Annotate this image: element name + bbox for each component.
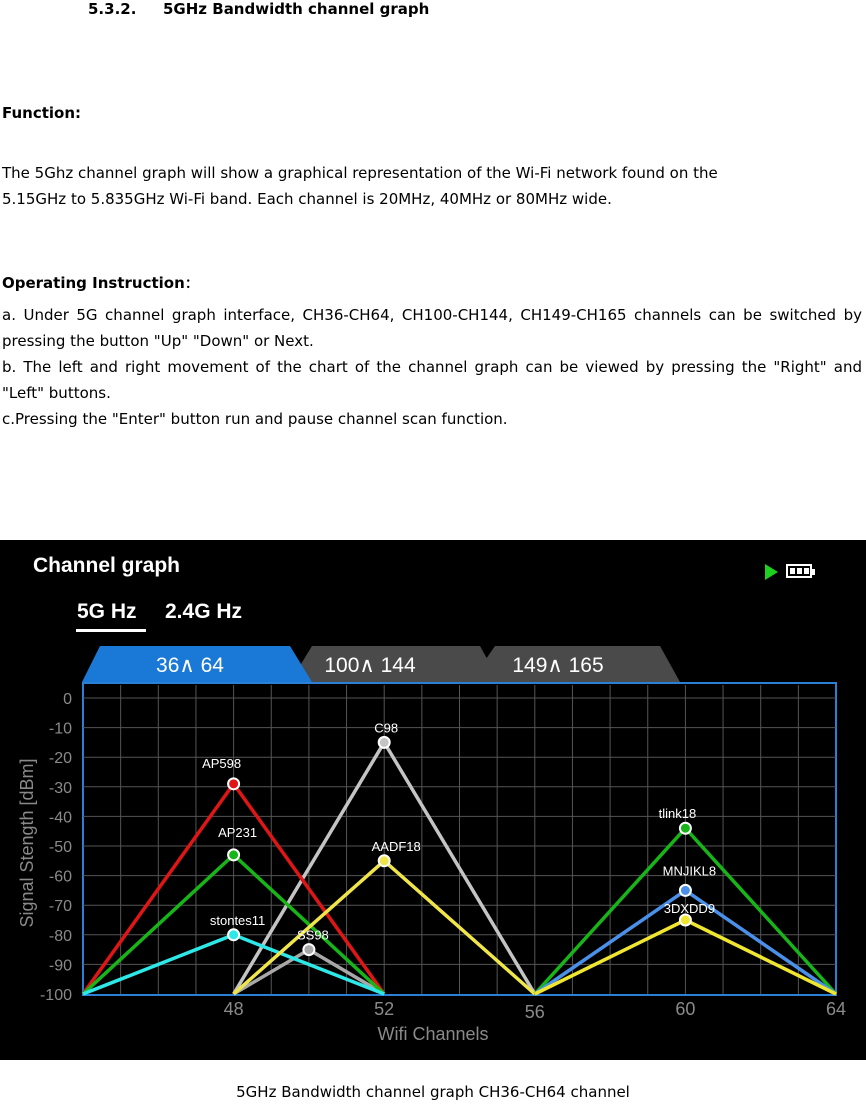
y-axis-label: Signal Stength [dBm]: [17, 758, 37, 928]
x-tick-label: 48: [223, 999, 244, 1019]
axis-tick-labels: [40, 691, 846, 1022]
y-tick-label: -40: [48, 809, 72, 827]
y-tick-label: -100: [39, 987, 72, 1004]
x-tick-label: 64: [825, 999, 847, 1019]
peak-marker-ss98: [303, 944, 314, 955]
x-tick-label: 52: [374, 999, 395, 1019]
series-label-3dxdd9: 3DXDD9: [663, 901, 716, 916]
series-label-stontes11: stontes11: [209, 912, 266, 928]
band-tab-5g[interactable]: 5G Hz: [77, 600, 137, 623]
peak-marker-aadf18: [379, 855, 390, 866]
instruction-b: b. The left and right movement of the chart of the channel graph can be viewed by pressing the "Right" and "Left" buttons.: [2, 358, 862, 402]
series-label-ss98: SS98: [296, 927, 329, 943]
peak-marker-ap231: [228, 849, 239, 860]
series-label-ap598: AP598: [202, 755, 242, 771]
y-tick-label: -60: [48, 868, 72, 886]
y-tick-label: -70: [48, 898, 72, 916]
y-tick-label: -10: [48, 720, 72, 738]
channel-tab-100-144[interactable]: 100∧ 144: [324, 654, 416, 677]
y-tick-label: -20: [48, 750, 72, 768]
series-label-aadf18: AADF18: [371, 838, 421, 854]
series-label-mnjikl8: MNJIKL8: [662, 863, 717, 879]
screen-title: Channel graph: [33, 554, 181, 577]
series-label-ap231: AP231: [218, 824, 258, 840]
section-number: 5.3.2.: [88, 0, 137, 18]
series-label-tlink18: tlink18: [658, 806, 697, 822]
x-axis-label: Wifi Channels: [377, 1024, 489, 1044]
instruction-label: Operating Instruction：: [2, 274, 200, 292]
y-tick-label: -90: [48, 957, 72, 975]
y-tick-label: -50: [48, 839, 72, 856]
function-text-line-1: The 5Ghz channel graph will show a graphical representation of the Wi-Fi network found on the: [2, 164, 718, 182]
y-tick-label: -80: [48, 927, 72, 945]
band-tab-2g[interactable]: 2.4G Hz: [165, 600, 243, 623]
peak-marker-3dxdd9: [680, 915, 691, 926]
section-heading: [88, 0, 429, 18]
x-tick-label: 60: [675, 999, 696, 1019]
function-label: Function:: [2, 104, 82, 122]
function-description: [2, 160, 862, 212]
figure-caption: 5GHz Bandwidth channel graph CH36-CH64 channel: [236, 1083, 630, 1101]
peak-marker-tlink18: [680, 823, 691, 834]
channel-tab-36-64[interactable]: 36∧ 64: [156, 654, 224, 677]
peak-marker-stontes11: [228, 929, 239, 940]
grid-lines: [83, 685, 836, 994]
instruction-c: c.Pressing the "Enter" button run and pause channel scan function.: [2, 410, 508, 428]
channel-tab-149-165[interactable]: 149∧ 165: [512, 654, 604, 677]
channel-graph-chart: [0, 540, 866, 1060]
device-screenshot: [0, 540, 866, 1060]
peak-marker-mnjikl8: [680, 885, 691, 896]
peak-marker-ap598: [228, 778, 239, 789]
instruction-list: [2, 302, 862, 432]
y-tick-label: 0: [63, 691, 72, 708]
x-tick-label: 56: [524, 1002, 545, 1022]
peak-marker-c98: [379, 737, 390, 748]
y-tick-label: -30: [48, 779, 72, 797]
series-label-c98: C98: [374, 720, 399, 736]
instruction-a: a. Under 5G channel graph interface, CH36-CH64, CH100-CH144, CH149-CH165 channels can be switched by pressing the button "Up" "Down" or Next.: [2, 306, 862, 350]
function-text-line-2: 5.15GHz to 5.835GHz Wi-Fi band. Each channel is 20MHz, 40MHz or 80MHz wide.: [2, 190, 612, 208]
section-title: 5GHz Bandwidth channel graph: [163, 0, 430, 18]
